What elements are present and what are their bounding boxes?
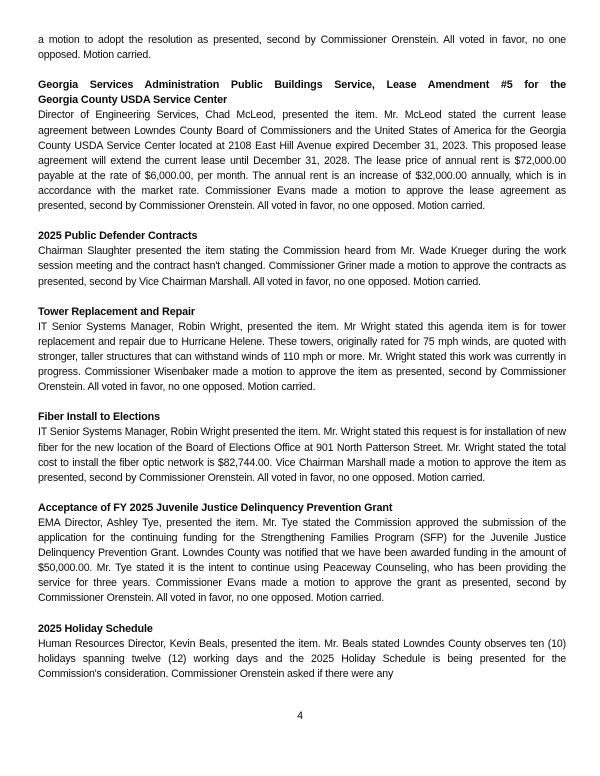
section-spacer xyxy=(38,290,566,305)
public-defender-paragraph: Chairman Slaughter presented the item stating the Commission heard from Mr. Wade Krueger during the work session meeting and the contract hasn't changed. Commissioner Griner made a motion to approve the contracts as presented, second by Vice Chairman Marshall. All voted in favor, no one opposed. Motion carried. xyxy=(38,245,566,288)
document-body xyxy=(38,33,566,682)
tower-replacement-paragraph: IT Senior Systems Manager, Robin Wright, presented the item. Mr Wright stated this agenda item is for tower replacement and repair due to Hurricane Helene. These towers, originally rated for 75 mph winds, are quoted with stronger, taller structures that can withstand winds of 110 mph or more. Mr. Wright stated this work was currently in progress. Commissioner Wisenbaker made a motion to approve the item as presented, second by Commissioner Orenstein. All voted in favor, no one opposed. Motion carried. xyxy=(38,320,566,394)
section-spacer xyxy=(38,63,566,78)
continued-resolution-paragraph: a motion to adopt the resolution as presented, second by Commissioner Orenstein. All voted in favor, no one opposed. Motion carried. xyxy=(38,34,566,62)
holiday-schedule-paragraph: Human Resources Director, Kevin Beals, presented the item. Mr. Beals stated Lowndes County observes ten (10) holidays spanning twelve (12) working days and the 2025 Holiday Schedule is being presented for the Commission's consideration. Commissioner Orenstein asked if there were any xyxy=(38,637,566,680)
section-spacer xyxy=(38,486,566,501)
fiber-install-paragraph: IT Senior Systems Manager, Robin Wright presented the item. Mr. Wright stated this request is for installation of new fiber for the new location of the Board of Elections Office at 901 North Patterson Street. Mr. Wright stated the total cost to install the fiber optic network is $82,744.00. Vice Chairman Marshall made a motion to approve the item as presented, second by Commissioner Orenstein. All voted in favor, no one opposed. Motion carried. xyxy=(38,426,566,484)
gsa-lease-heading-line-2: Georgia County USDA Service Center xyxy=(38,94,228,107)
juvenile-justice-grant-paragraph: EMA Director, Ashley Tye, presented the item. Mr. Tye stated the Commission approved the submission of the application for the continuing funding for the Strengthening Families Program (SFP) for the Juvenile Justice Delinquency Prevention Grant. Lowndes County was notified that we have been awarded funding in the amount of $50,000.00. Mr. Tye stated it is the intent to continue using Peaceway Counseling, who has been providing the service for three years. Commissioner Evans made a motion to approve the grant as presented, second by Commissioner Orenstein. All voted in favor, no one opposed. Motion carried. xyxy=(38,517,566,605)
gsa-lease-paragraph: Director of Engineering Services, Chad McLeod, presented the item. Mr. McLeod stated the current lease agreement between Lowndes County Board of Commissioners and the United States of America for the Georgia County USDA Service Center located at 2108 East Hill Avenue expired December 31, 2023. This proposed lease agreement will extend the current lease until December 31, 2028. The lease price of annual rent is $72,000.00 payable at the rate of $6,000.00, per month. The annual rent is an increase of $32,000.00 annually, which is in accordance with the market rate. Commissioner Evans made a motion to approve the lease agreement as presented, second by Commissioner Orenstein. All voted in favor, no one opposed. Motion carried. xyxy=(38,109,566,213)
holiday-schedule-heading: 2025 Holiday Schedule xyxy=(38,622,153,635)
page-number: 4 xyxy=(297,710,303,722)
public-defender-heading: 2025 Public Defender Contracts xyxy=(38,230,198,243)
section-spacer xyxy=(38,395,566,410)
section-spacer xyxy=(38,214,566,229)
gsa-lease-heading-line-1: Georgia Services Administration Public Buildings Service, Lease Amendment #5 for the xyxy=(38,79,566,92)
gsa-lease-heading xyxy=(38,78,566,108)
section-spacer xyxy=(38,607,566,622)
juvenile-justice-grant-heading: Acceptance of FY 2025 Juvenile Justice Delinquency Prevention Grant xyxy=(38,501,393,514)
tower-replacement-heading: Tower Replacement and Repair xyxy=(38,305,195,318)
fiber-install-heading: Fiber Install to Elections xyxy=(38,411,160,424)
